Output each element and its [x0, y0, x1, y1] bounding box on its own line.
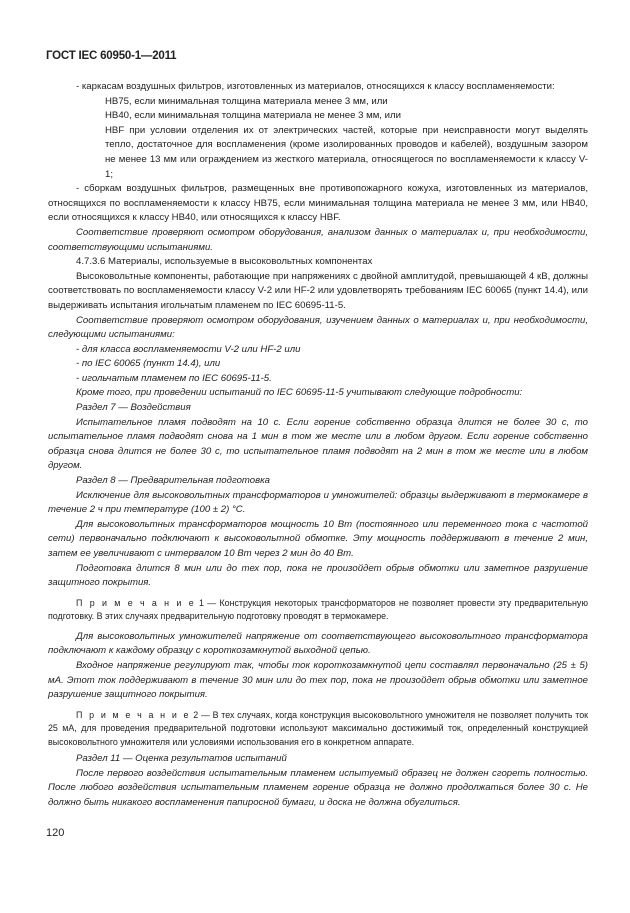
list-item-v2: - для класса воспламеняемости V-2 или HF-2 или — [76, 343, 301, 355]
paragraph-hb40: HB40, если минимальная толщина материала не менее 3 мм, или — [105, 110, 401, 122]
subsection-7-heading: Раздел 7 — Воздействия — [76, 402, 191, 414]
section-heading-4-7-3-6: 4.7.3.6 Материалы, используемые в высоковольтных компонентах — [76, 256, 373, 268]
paragraph-filter-assemblies: - сборкам воздушных фильтров, размещенных вне противопожарного кожуха, изготовленных из материалов, относящихся по воспламеняемости к классу HB75, если минимальная толщина материала не менее 3 мм, или HB40, если относящихся к классу HB40, или относящихся к классу HBF. — [48, 183, 588, 224]
subsection-8-heading: Раздел 8 — Предварительная подготовка — [76, 475, 270, 487]
paragraph-exception: Исключение для высоковольтных трансформаторов и умножителей: образцы выдерживают в термокамере в течение 2 ч при температуре (100 ± 2) °С. — [48, 489, 588, 516]
paragraph-details: Кроме того, при проведении испытаний по IEC 60695-11-5 учитывают следующие подробности: — [76, 387, 523, 399]
note-1-text: 1 — Конструкция некоторых трансформаторов не позволяет провести эту предварительную подготовку. В этих случаях предварительную подготовку проводят в термокамере. — [48, 597, 589, 622]
document-body — [48, 80, 588, 811]
paragraph-hv-transformers: Для высоковольтных трансформаторов мощность 10 Вт (постоянного или переменного тока с частотой сети) первоначально подключают к высоковольтной обмотке. Эту мощность поддерживают в течение 2 мин, затем ее увеличивают с интервалом 10 Вт через 2 мин до 40 Вт. — [48, 518, 588, 559]
paragraph-test-flame: Испытательное пламя подводят на 10 с. Если горение собственно образца длится не более 30 с, то испытательное пламя подводят снова на 1 мин в том же месте или в любом другом. Если горение собственно образца снова длится не более 30 с, то испытательное пламя подводят на 2 мин в том же месте или в любом другом. — [48, 416, 588, 472]
paragraph-filter-frames: - каркасам воздушных фильтров, изготовленных из материалов, относящихся к классу воспламеняемости: — [76, 81, 555, 92]
note-2-text: 2 — В тех случаях, когда конструкция высоковольтного умножителя не позволяет получить ток 25 мА, для проведения предварительной подготовки используют максимально достижимый ток, определенный конструкцией высоковольтного умножителя или условиями использования его в конкретном аппарате. — [48, 709, 589, 747]
paragraph-preparation: Подготовка длится 8 мин или до тех пор, пока не произойдет обрыв обмотки или заметное разрушение защитного покрытия. — [48, 562, 588, 589]
paragraph-evaluation: После первого воздействия испытательным пламенем испытуемый образец не должен сгореть полностью. После любого воздействия испытательным пламенем горение образца не должно продолжаться более 30 с. Не должно быть никакого воспламенения папиросной бумаги, и доска не должна обуглиться. — [48, 767, 588, 809]
list-item-iec60065: - по IEC 60065 (пункт 14.4), или — [76, 358, 221, 370]
paragraph-hb75: HB75, если минимальная толщина материала менее 3 мм, или — [105, 95, 388, 107]
paragraph-compliance-2: Соответствие проверяют осмотром оборудования, изучением данных о материалах и, при необходимости, следующими испытаниями: — [48, 314, 588, 341]
page-number: 120 — [46, 827, 65, 839]
paragraph-hv-multipliers: Для высоковольтных умножителей напряжение от соответствующего высоковольтного трансформатора подключают к каждому образцу с короткозамкнутой выходной цепью. — [48, 630, 588, 657]
paragraph-compliance-1: Соответствие проверяют осмотром оборудования, анализом данных о материалах и, при необходимости, соответствующими испытаниями. — [48, 226, 588, 253]
list-item-needle-flame: - игольчатым пламенем по IEC 60695-11-5. — [76, 372, 272, 384]
paragraph-input-voltage: Входное напряжение регулируют так, чтобы ток короткозамкнутой цепи составлял первоначально (25 ± 5) мА. Этот ток поддерживают в течение 30 мин или до тех пор, пока не произойдет обрыв обмотки или заметное разрушение защитного покрытия. — [48, 659, 588, 701]
paragraph-hv-components: Высоковольтные компоненты, работающие при напряжениях с двойной амплитудой, превышающей 4 кВ, должны соответствовать по воспламеняемости классу V-2 или HF-2 или удовлетворять требованиям IEC 60065 (пункт 14.4), или выдерживать испытания игольчатым пламенем по IEC 60695-11-5. — [48, 270, 588, 311]
document-header: ГОСТ IEC 60950-1—2011 — [46, 50, 177, 62]
note-1 — [48, 597, 588, 624]
note-2 — [48, 709, 588, 750]
paragraph-hbf: HBF при условии отделения их от электрических частей, которые при неисправности могут выделять тепло, достаточное для воспламенения (кроме изолированных проводов и кабелей), воздушным зазором не менее 13 мм или ограждением из жесткого материала, относящегося по воспламеняемости к классу V-1; — [105, 124, 588, 180]
note-1-label: П р и м е ч а н и е — [76, 597, 196, 608]
note-2-label: П р и м е ч а н и е — [76, 709, 191, 720]
subsection-11-heading: Раздел 11 — Оценка результатов испытаний — [76, 753, 287, 765]
